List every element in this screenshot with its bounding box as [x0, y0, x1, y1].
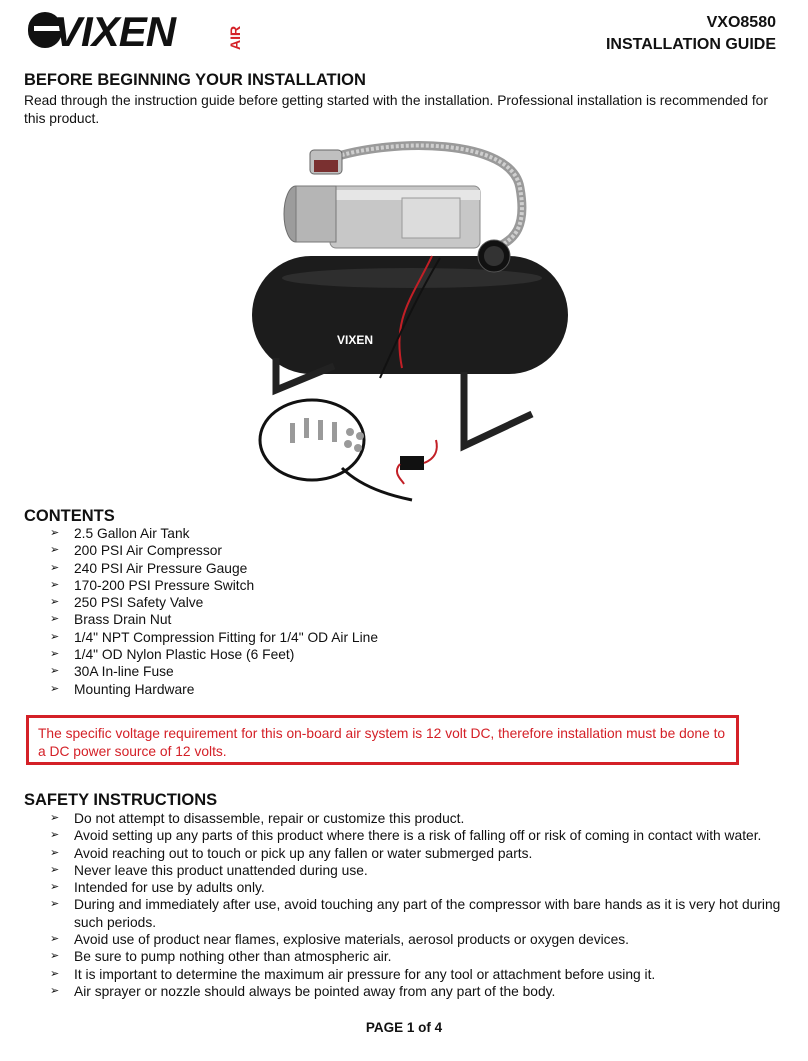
arrow-bullet-icon: ➢ — [50, 933, 60, 946]
arrow-bullet-icon: ➢ — [50, 829, 60, 842]
document-header — [606, 12, 776, 56]
list-item: ➢ 1/4" NPT Compression Fitting for 1/4" OD Air Line — [50, 629, 378, 645]
list-item: ➢ Intended for use by adults only. — [50, 880, 265, 896]
arrow-bullet-icon: ➢ — [50, 544, 60, 557]
list-item: ➢ It is important to determine the maximum air pressure for any tool or attachment before using it. — [50, 966, 656, 982]
arrow-bullet-icon: ➢ — [50, 846, 60, 859]
contents-heading: CONTENTS — [24, 507, 115, 525]
voltage-warning-box: The specific voltage requirement for this on-board air system is 12 volt DC, therefore installation must be done to a DC power source of 12 volts. — [26, 715, 739, 765]
intro-text: Read through the instruction guide before getting started with the installation. Professional installation is recommended for this product. — [24, 93, 768, 126]
list-item: ➢ Never leave this product unattended during use. — [50, 862, 368, 878]
list-item: ➢ 30A In-line Fuse — [50, 664, 174, 680]
arrow-bullet-icon: ➢ — [50, 984, 60, 997]
arrow-bullet-icon: ➢ — [50, 950, 60, 963]
arrow-bullet-icon: ➢ — [50, 630, 60, 643]
safety-heading: SAFETY INSTRUCTIONS — [24, 791, 218, 809]
arrow-bullet-icon: ➢ — [50, 863, 60, 876]
list-item: ➢ Mounting Hardware — [50, 681, 195, 697]
arrow-bullet-icon: ➢ — [50, 613, 60, 626]
list-item: ➢ Be sure to pump nothing other than atmospheric air. — [50, 949, 392, 965]
logo-wordmark: VIXEN — [54, 8, 176, 52]
contents-list — [24, 525, 784, 698]
vixen-air-logo — [26, 6, 256, 52]
arrow-bullet-icon: ➢ — [50, 527, 60, 539]
document-type: INSTALLATION GUIDE — [605, 36, 776, 53]
list-item: ➢ Do not attempt to disassemble, repair or customize this product. — [50, 811, 465, 826]
page-number: PAGE 1 of 4 — [365, 1020, 443, 1035]
safety-list — [24, 810, 784, 1000]
list-item: ➢ Brass Drain Nut — [50, 612, 172, 628]
list-item: ➢ 200 PSI Air Compressor — [50, 543, 222, 559]
list-item: ➢ During and immediately after use, avoid touching any part of the compressor with bare hands as it is very hot during such periods. — [50, 897, 781, 930]
list-item: ➢ 250 PSI Safety Valve — [50, 595, 204, 611]
arrow-bullet-icon: ➢ — [50, 596, 60, 609]
arrow-bullet-icon: ➢ — [50, 898, 60, 911]
list-item: ➢ 240 PSI Air Pressure Gauge — [50, 560, 248, 576]
arrow-bullet-icon: ➢ — [50, 812, 60, 824]
list-item: ➢ 170-200 PSI Pressure Switch — [50, 577, 255, 593]
model-number: VXO8580 — [706, 14, 776, 31]
arrow-bullet-icon: ➢ — [50, 561, 60, 574]
product-photo — [252, 128, 582, 504]
list-item: ➢ Air sprayer or nozzle should always be pointed away from any part of the body. — [50, 983, 556, 999]
list-item: ➢ Avoid reaching out to touch or pick up any fallen or water submerged parts. — [50, 845, 533, 861]
logo-sub: AIR — [227, 25, 243, 50]
arrow-bullet-icon: ➢ — [50, 682, 60, 695]
arrow-bullet-icon: ➢ — [50, 648, 60, 661]
tank-logo: VIXEN — [337, 333, 374, 347]
list-item: ➢ Avoid setting up any parts of this product where there is a risk of falling off or risk of coming in contact with water. — [50, 828, 762, 844]
list-item: ➢ Avoid use of product near flames, explosive materials, aerosol products or oxygen devices. — [50, 932, 629, 948]
intro-heading: BEFORE BEGINNING YOUR INSTALLATION — [24, 71, 366, 89]
arrow-bullet-icon: ➢ — [50, 881, 60, 894]
arrow-bullet-icon: ➢ — [50, 967, 60, 980]
arrow-bullet-icon: ➢ — [50, 578, 60, 591]
list-item: ➢ 2.5 Gallon Air Tank — [50, 526, 190, 541]
arrow-bullet-icon: ➢ — [50, 665, 60, 678]
list-item: ➢ 1/4" OD Nylon Plastic Hose (6 Feet) — [50, 647, 295, 663]
